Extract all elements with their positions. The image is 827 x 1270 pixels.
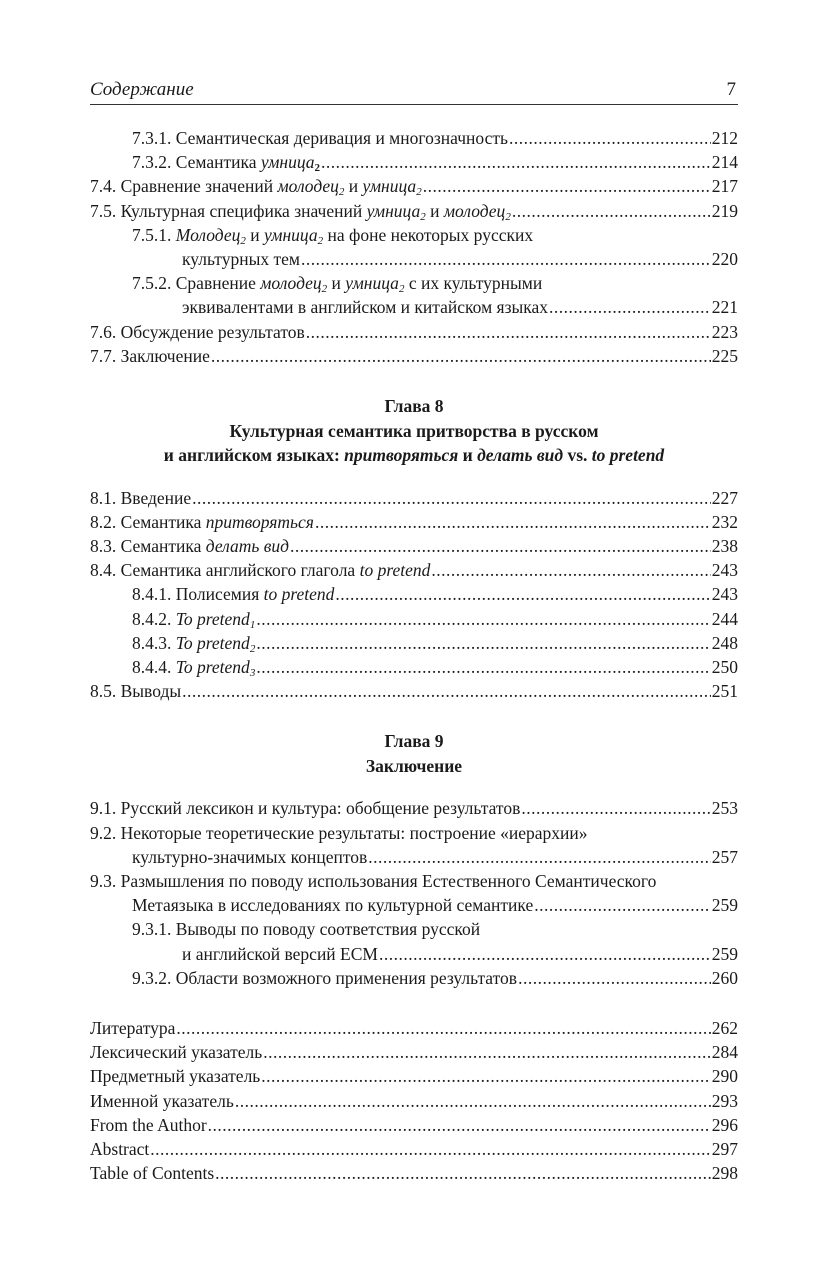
- leader-dots: [215, 1161, 711, 1185]
- toc-entry-8-5[interactable]: 8.5. Выводы ..... 251: [90, 679, 738, 703]
- leader-dots: [379, 942, 711, 966]
- toc-entry-9-2-line1[interactable]: 9.2. Некоторые теоретические результаты: построение «иерархии»: [90, 822, 588, 843]
- toc-entry-9-1[interactable]: 9.1. Русский лексикон и культура: обобщение результатов ..... 253: [90, 796, 738, 820]
- toc-entry-name-index[interactable]: Именной указатель ..... 293: [90, 1089, 738, 1113]
- toc-entry-7-4[interactable]: 7.4. Сравнение значений молодец$_2$ и умница$_2$ ..... 217: [90, 174, 738, 198]
- toc-page: 260: [711, 967, 738, 988]
- toc-entry-8-4-1[interactable]: 8.4.1. Полисемия to pretend ..... 243: [90, 582, 738, 606]
- toc-entry-8-4-3[interactable]: 8.4.3. To pretend$_2$ ..... 248: [90, 631, 738, 655]
- toc-page: 244: [711, 608, 738, 629]
- leader-dots: [182, 679, 711, 703]
- toc-entry-8-2[interactable]: 8.2. Семантика притворяться ..... 232: [90, 510, 738, 534]
- toc-page: 253: [711, 798, 738, 819]
- leader-dots: [534, 893, 711, 917]
- chapter-9-title: Заключение: [365, 755, 463, 776]
- leader-dots: [306, 320, 711, 344]
- leader-dots: [521, 796, 710, 820]
- toc-page: 251: [711, 681, 738, 702]
- toc-page: 225: [711, 345, 738, 366]
- toc-page: 232: [711, 511, 738, 532]
- leader-dots: [335, 582, 710, 606]
- toc-entry-8-4[interactable]: 8.4. Семантика английского глагола to pretend ..... 243: [90, 558, 738, 582]
- leader-dots: [256, 655, 710, 679]
- toc-page: 212: [711, 128, 738, 148]
- leader-dots: [321, 150, 711, 174]
- leader-dots: [176, 1016, 710, 1040]
- leader-dots: [315, 510, 711, 534]
- toc-entry-9-3-2[interactable]: 9.3.2. Области возможного применения результатов ..... 260: [90, 966, 738, 990]
- running-title: Содержание: [90, 79, 194, 100]
- toc-entry-table-of-contents[interactable]: Table of Contents ..... 298: [90, 1161, 738, 1185]
- toc-page: 290: [711, 1066, 738, 1087]
- toc-entry-7-5-2-line2[interactable]: эквивалентами в английском и китайском языках ..... 221: [90, 295, 738, 319]
- chapter-8-title-line2: и английском языках: притворяться и делать вид vs. to pretend: [163, 445, 665, 466]
- toc-page: 217: [711, 176, 738, 197]
- toc-page: 243: [711, 584, 738, 605]
- chapter-7-entries: [90, 126, 738, 368]
- toc-page: 297: [711, 1139, 738, 1159]
- toc-page: 259: [711, 943, 738, 964]
- toc-entry-7-6[interactable]: 7.6. Обсуждение результатов ..... 223: [90, 320, 738, 344]
- toc-entry-9-3-1-line1[interactable]: 9.3.1. Выводы по поводу соответствия русской: [132, 919, 481, 940]
- toc-page: 262: [711, 1017, 738, 1038]
- leader-dots: [423, 174, 711, 198]
- toc-entry-7-5-1-line2[interactable]: культурных тем ..... 220: [90, 247, 738, 271]
- leader-dots: [256, 607, 710, 631]
- toc-page: 284: [711, 1042, 738, 1063]
- leader-dots: [549, 295, 711, 319]
- toc-entry-9-3-line1[interactable]: 9.3. Размышления по поводу использования Естественного Семантического: [90, 870, 657, 891]
- leader-dots: [235, 1089, 711, 1113]
- table-of-contents: [90, 126, 738, 1185]
- back-matter-entries: [90, 1016, 738, 1185]
- page-number: 7: [726, 79, 736, 100]
- chapter-9-entries: [90, 796, 738, 990]
- toc-page: 293: [711, 1090, 738, 1111]
- chapter-8-title-line1: Культурная семантика притворства в русском: [229, 420, 599, 441]
- leader-dots: [509, 126, 711, 150]
- leader-dots: [512, 199, 711, 223]
- toc-entry-lexical-index[interactable]: Лексический указатель ..... 284: [90, 1040, 738, 1064]
- toc-entry-8-4-2[interactable]: 8.4.2. To pretend$_1$ ..... 244: [90, 607, 738, 631]
- toc-page: 259: [711, 895, 738, 916]
- toc-page: 220: [711, 249, 738, 270]
- toc-entry-8-3[interactable]: 8.3. Семантика делать вид ..... 238: [90, 534, 738, 558]
- leader-dots: [256, 631, 710, 655]
- leader-dots: [290, 534, 711, 558]
- leader-dots: [368, 845, 710, 869]
- toc-entry-9-3-line2[interactable]: Метаязыка в исследованиях по культурной семантике ..... 259: [90, 893, 738, 917]
- toc-entry-8-1[interactable]: 8.1. Введение ..... 227: [90, 486, 738, 510]
- leader-dots: [261, 1064, 710, 1088]
- toc-entry-9-3-1-line2[interactable]: и английской версий ЕСМ ..... 259: [90, 942, 738, 966]
- leader-dots: [211, 344, 711, 368]
- toc-entry-9-2-line2[interactable]: культурно-значимых концептов ..... 257: [90, 845, 738, 869]
- toc-entry-abstract[interactable]: Abstract ..... 297: [90, 1137, 738, 1161]
- toc-entry-7-5-2-line1[interactable]: 7.5.2. Сравнение молодец$_2$ и умница$_2$ с их культурными: [132, 273, 543, 296]
- toc-entry-subject-index[interactable]: Предметный указатель ..... 290: [90, 1064, 738, 1088]
- toc-page: 227: [711, 487, 738, 508]
- toc-entry-7-5-1-line1[interactable]: 7.5.1. Молодец$_2$ и умница$_2$ на фоне некоторых русских: [132, 224, 534, 247]
- leader-dots: [150, 1137, 710, 1161]
- toc-entry-literature[interactable]: Литература ..... 262: [90, 1016, 738, 1040]
- toc-page: 248: [711, 632, 738, 653]
- leader-dots: [263, 1040, 711, 1064]
- toc-page: 221: [711, 297, 738, 318]
- running-header: [90, 78, 738, 105]
- leader-dots: [518, 966, 711, 990]
- toc-entry-7-3-1[interactable]: 7.3.1. Семантическая деривация и многозначность ..... 212: [90, 126, 738, 150]
- toc-entry-8-4-4[interactable]: 8.4.4. To pretend$_3$ ..... 250: [90, 655, 738, 679]
- toc-page: 243: [711, 560, 738, 581]
- toc-page: 296: [711, 1114, 738, 1135]
- chapter-9-label: Глава 9: [384, 731, 444, 752]
- toc-entry-7-5[interactable]: 7.5. Культурная специфика значений умница$_2$ и молодец$_2$ ..... 219: [90, 199, 738, 223]
- chapter-8-label: Глава 8: [384, 396, 444, 417]
- toc-entry-7-3-2[interactable]: 7.3.2. Семантика умница$_2$ ..... 214: [90, 150, 738, 174]
- leader-dots: [301, 247, 711, 271]
- toc-page: 257: [711, 846, 738, 867]
- leader-dots: [431, 558, 710, 582]
- toc-page: 298: [711, 1163, 738, 1184]
- toc-entry-from-the-author[interactable]: From the Author ..... 296: [90, 1113, 738, 1137]
- toc-page: 223: [711, 321, 738, 342]
- toc-page: 219: [711, 200, 738, 221]
- chapter-8-entries: [90, 486, 738, 704]
- leader-dots: [208, 1113, 711, 1137]
- toc-page: 214: [711, 152, 738, 173]
- toc-entry-7-7[interactable]: 7.7. Заключение ..... 225: [90, 344, 738, 368]
- toc-page: 238: [711, 535, 738, 556]
- toc-page: 250: [711, 656, 738, 677]
- leader-dots: [192, 486, 711, 510]
